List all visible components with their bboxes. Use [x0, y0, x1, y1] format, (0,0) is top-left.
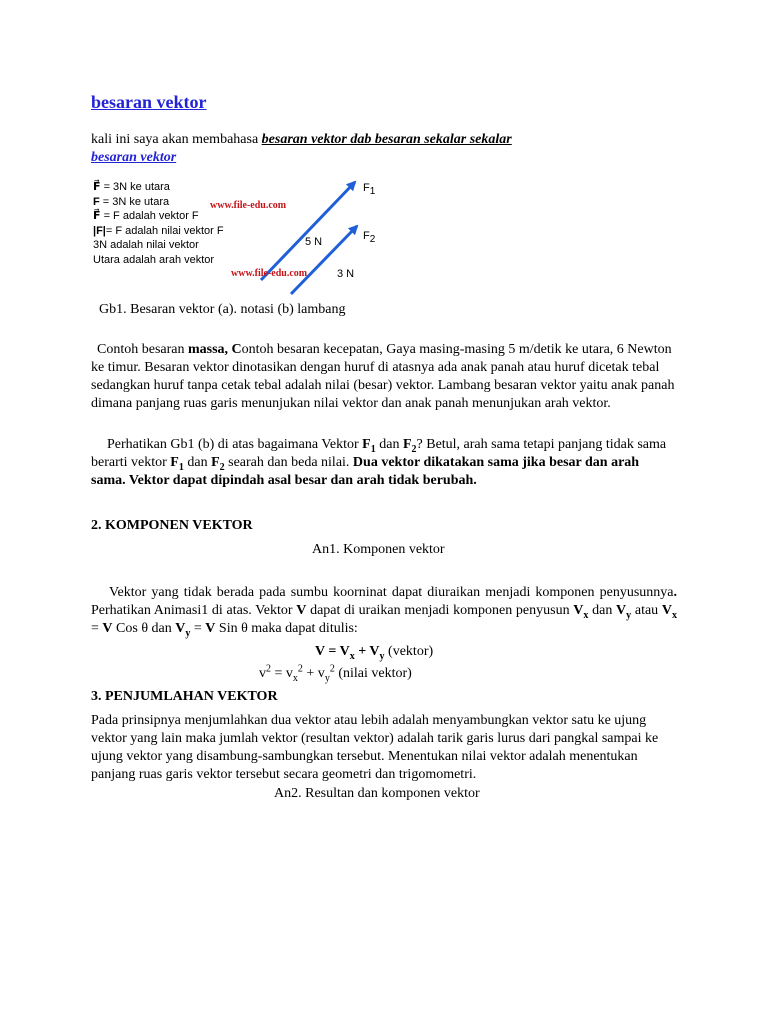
- intro-paragraph: [91, 131, 691, 167]
- vector-figure: [91, 172, 391, 300]
- section-heading-komponen: 2. KOMPONEN VEKTOR: [91, 518, 253, 533]
- vector-arrows-drawing: [91, 172, 391, 300]
- notation-line: Utara adalah arah vektor: [93, 253, 215, 266]
- intro-emphasis-link[interactable]: besaran vektor dab besaran sekalar sekalar: [261, 132, 512, 147]
- addition-paragraph: Pada prinsipnya menjumlahkan dua vektor atau lebih adalah menyambungkan vektor satu ke ujung vektor yang lain maka jumlah vektor (resultan vektor) adalah tarik garis lurus dari pangkal sampai ke ujung vektor yang disambung-sambungkan tersebut. Menentukan nilai vektor adalah menentukan panjang ruas garis vektor tersebut secara geometri dan trigomometri.: [91, 713, 659, 782]
- label-3n: 3 N: [337, 268, 355, 280]
- intro-text: kali ini saya akan membahasa: [91, 132, 262, 147]
- vector-symbol: F⃗: [93, 210, 101, 222]
- notation-line: F = 3N ke utara: [93, 195, 170, 208]
- label-5n: 5 N: [305, 236, 323, 248]
- example-paragraph: Contoh besaran massa, Contoh besaran kecepatan, Gaya masing-masing 5 m/detik ke utara, 6 Newton ke timur. Besaran vektor dinotasikan dengan huruf di atasnya ada anak panah atau huruf dicetak tebal sedangkan huruf tanpa cetak tebal adalah nilai (besar) vektor. Lambang besaran vektor yaitu anak panah dimana panjang ruas garis menunjukan nilai vektor dan anak panah menunjukan arah vektor.: [91, 342, 675, 411]
- notation-line: F⃗ = F adalah vektor F: [93, 210, 199, 222]
- label-f1: $F_1$: [363, 182, 376, 198]
- notation-line: |F|= F adalah nilai vektor F: [93, 224, 224, 237]
- component-paragraph: Vektor yang tidak berada pada sumbu koorninat dapat diuraikan menjadi komponen penyusunnya. Perhatikan Animasi1 di atas. Vektor V dapat di uraikan menjadi komponen penyusun $V_x$ dan $V_y$ atau $V_x = V$ Cos θ dan $V_y = V$ Sin θ maka dapat ditulis:: [91, 585, 677, 639]
- intro-topic-link[interactable]: besaran vektor: [91, 150, 177, 165]
- section-heading-penjumlahan: 3. PENJUMLAHAN VEKTOR: [91, 689, 278, 704]
- vector-symbol: |F|: [93, 224, 106, 237]
- watermark-bottom: www.file-edu.com: [231, 268, 308, 279]
- comparison-paragraph: Perhatikan Gb1 (b) di atas bagaimana Vektor $F_1$ dan $F_2$? Betul, arah sama tetapi panjang tidak sama berarti vektor $F_1$ dan $F_2$ searah dan beda nilai. Dua vektor dikatakan sama jika besar dan arah sama. Vektor dapat dipindah asal besar dan arah tidak berubah.: [91, 437, 667, 488]
- vector-symbol: F: [93, 195, 100, 208]
- notation-line: F⃗ = 3N ke utara: [93, 181, 170, 193]
- formula-magnitude: $v^2 = v_x^2 + v_y^2$ (nilai vektor): [259, 663, 412, 684]
- animation-caption-an2: An2. Resultan dan komponen vektor: [274, 786, 480, 801]
- formula-vector: $V = V_x + V_y$ (vektor): [315, 644, 434, 662]
- notation-line: 3N adalah nilai vektor: [93, 239, 199, 251]
- page-title[interactable]: besaran vektor: [91, 92, 207, 112]
- watermark-top: www.file-edu.com: [210, 200, 287, 211]
- label-f2: $F_2$: [363, 230, 376, 246]
- animation-caption-an1: An1. Komponen vektor: [312, 542, 445, 557]
- vector-f1-arrow: [261, 182, 355, 280]
- figure-caption: Gb1. Besaran vektor (a). notasi (b) lambang: [99, 302, 346, 317]
- vector-symbol: F⃗: [93, 181, 101, 193]
- vector-f2-arrow: [291, 226, 357, 294]
